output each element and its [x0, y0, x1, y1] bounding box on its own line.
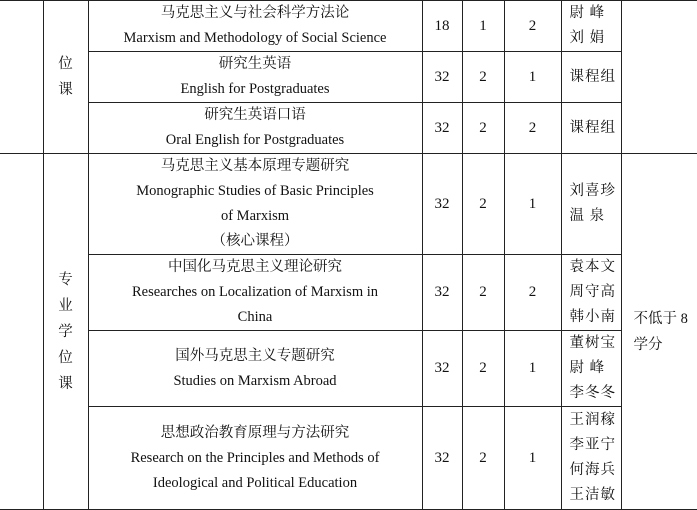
hours-cell: 32	[422, 103, 462, 154]
semester-cell: 2	[504, 103, 561, 154]
teacher-cell	[561, 255, 621, 331]
teacher-name: 尉 峰	[569, 360, 606, 376]
course-cell	[88, 1, 422, 52]
left-margin-cell	[0, 154, 43, 510]
course-cell	[88, 255, 422, 331]
teacher-name: 刘 娟	[569, 30, 606, 46]
table-row	[0, 407, 697, 510]
credits-cell: 1	[462, 1, 504, 52]
course-tag: （核心课程）	[211, 233, 299, 249]
teacher-name: 刘喜珍	[569, 183, 616, 199]
course-name-en: Marxism and Methodology of Social Science	[123, 30, 387, 46]
hours-cell: 32	[422, 52, 462, 103]
credit-requirement-cell	[621, 154, 697, 510]
course-name-cn: 思想政治教育原理与方法研究	[160, 424, 350, 441]
hours-cell: 32	[422, 154, 462, 255]
hours-cell: 32	[422, 255, 462, 331]
teacher-cell	[561, 103, 621, 154]
hours-cell: 32	[422, 331, 462, 407]
course-cell	[88, 154, 422, 255]
teacher-name: 课程组	[569, 68, 616, 85]
teacher-name: 课程组	[569, 119, 616, 136]
credits-cell: 2	[462, 52, 504, 103]
category-cell-a	[43, 1, 88, 154]
semester-cell: 1	[504, 331, 561, 407]
course-name-en: Oral English for Postgraduates	[165, 132, 345, 148]
teacher-cell	[561, 1, 621, 52]
credits-cell: 2	[462, 407, 504, 510]
course-cell	[88, 331, 422, 407]
teacher-name: 温 泉	[569, 208, 606, 224]
table-row	[0, 255, 697, 331]
course-cell	[88, 103, 422, 154]
left-margin-cell	[0, 1, 43, 154]
teacher-name: 董树宝	[569, 335, 616, 351]
course-name-en: Research on the Principles and Methods of Ideological and Political Education	[130, 449, 380, 491]
teacher-name: 尉 峰	[569, 5, 606, 21]
semester-cell: 2	[504, 255, 561, 331]
table-row	[0, 154, 697, 255]
table-row	[0, 1, 697, 52]
semester-cell: 2	[504, 1, 561, 52]
teacher-name: 李冬冬	[569, 385, 616, 401]
category-label: 位课	[58, 56, 73, 98]
hours-cell: 32	[422, 407, 462, 510]
credits-cell: 2	[462, 154, 504, 255]
course-name-cn: 研究生英语口语	[204, 107, 306, 123]
teacher-cell	[561, 154, 621, 255]
teacher-name: 何海兵	[569, 462, 616, 478]
semester-cell: 1	[504, 407, 561, 510]
course-name-en: Monographic Studies of Basic Principles of Marxism	[136, 183, 374, 224]
course-name-cn: 马克思主义与社会科学方法论	[160, 5, 350, 21]
course-name-cn: 马克思主义基本原理专题研究	[160, 158, 350, 174]
teacher-cell	[561, 407, 621, 510]
teacher-name: 韩小南	[569, 309, 616, 325]
teacher-cell	[561, 52, 621, 103]
semester-cell: 1	[504, 154, 561, 255]
teacher-name: 李亚宁	[569, 437, 616, 453]
teacher-name: 王润稼	[569, 412, 616, 428]
hours-cell: 18	[422, 1, 462, 52]
credits-cell: 2	[462, 331, 504, 407]
course-name-en: English for Postgraduates	[180, 81, 330, 97]
course-name-cn: 研究生英语	[218, 56, 292, 72]
credits-cell: 2	[462, 255, 504, 331]
teacher-name: 袁本文	[569, 259, 616, 275]
semester-cell: 1	[504, 52, 561, 103]
course-name-cn: 中国化马克思主义理论研究	[168, 259, 342, 275]
category-cell-b	[43, 154, 88, 510]
course-cell	[88, 407, 422, 510]
course-name-en: Researches on Localization of Marxism in China	[131, 284, 379, 325]
teacher-name: 周守高	[569, 284, 616, 300]
credit-requirement: 不低于 8 学分	[633, 310, 688, 353]
table-row	[0, 331, 697, 407]
course-cell	[88, 52, 422, 103]
note-cell-a	[621, 1, 697, 154]
category-label: 专业学位课	[58, 271, 73, 392]
teacher-cell	[561, 331, 621, 407]
table-row	[0, 103, 697, 154]
course-name-en: Studies on Marxism Abroad	[173, 372, 337, 389]
course-name-cn: 国外马克思主义专题研究	[175, 347, 335, 364]
credits-cell: 2	[462, 103, 504, 154]
table-row	[0, 52, 697, 103]
teacher-name: 王洁敏	[569, 487, 616, 503]
